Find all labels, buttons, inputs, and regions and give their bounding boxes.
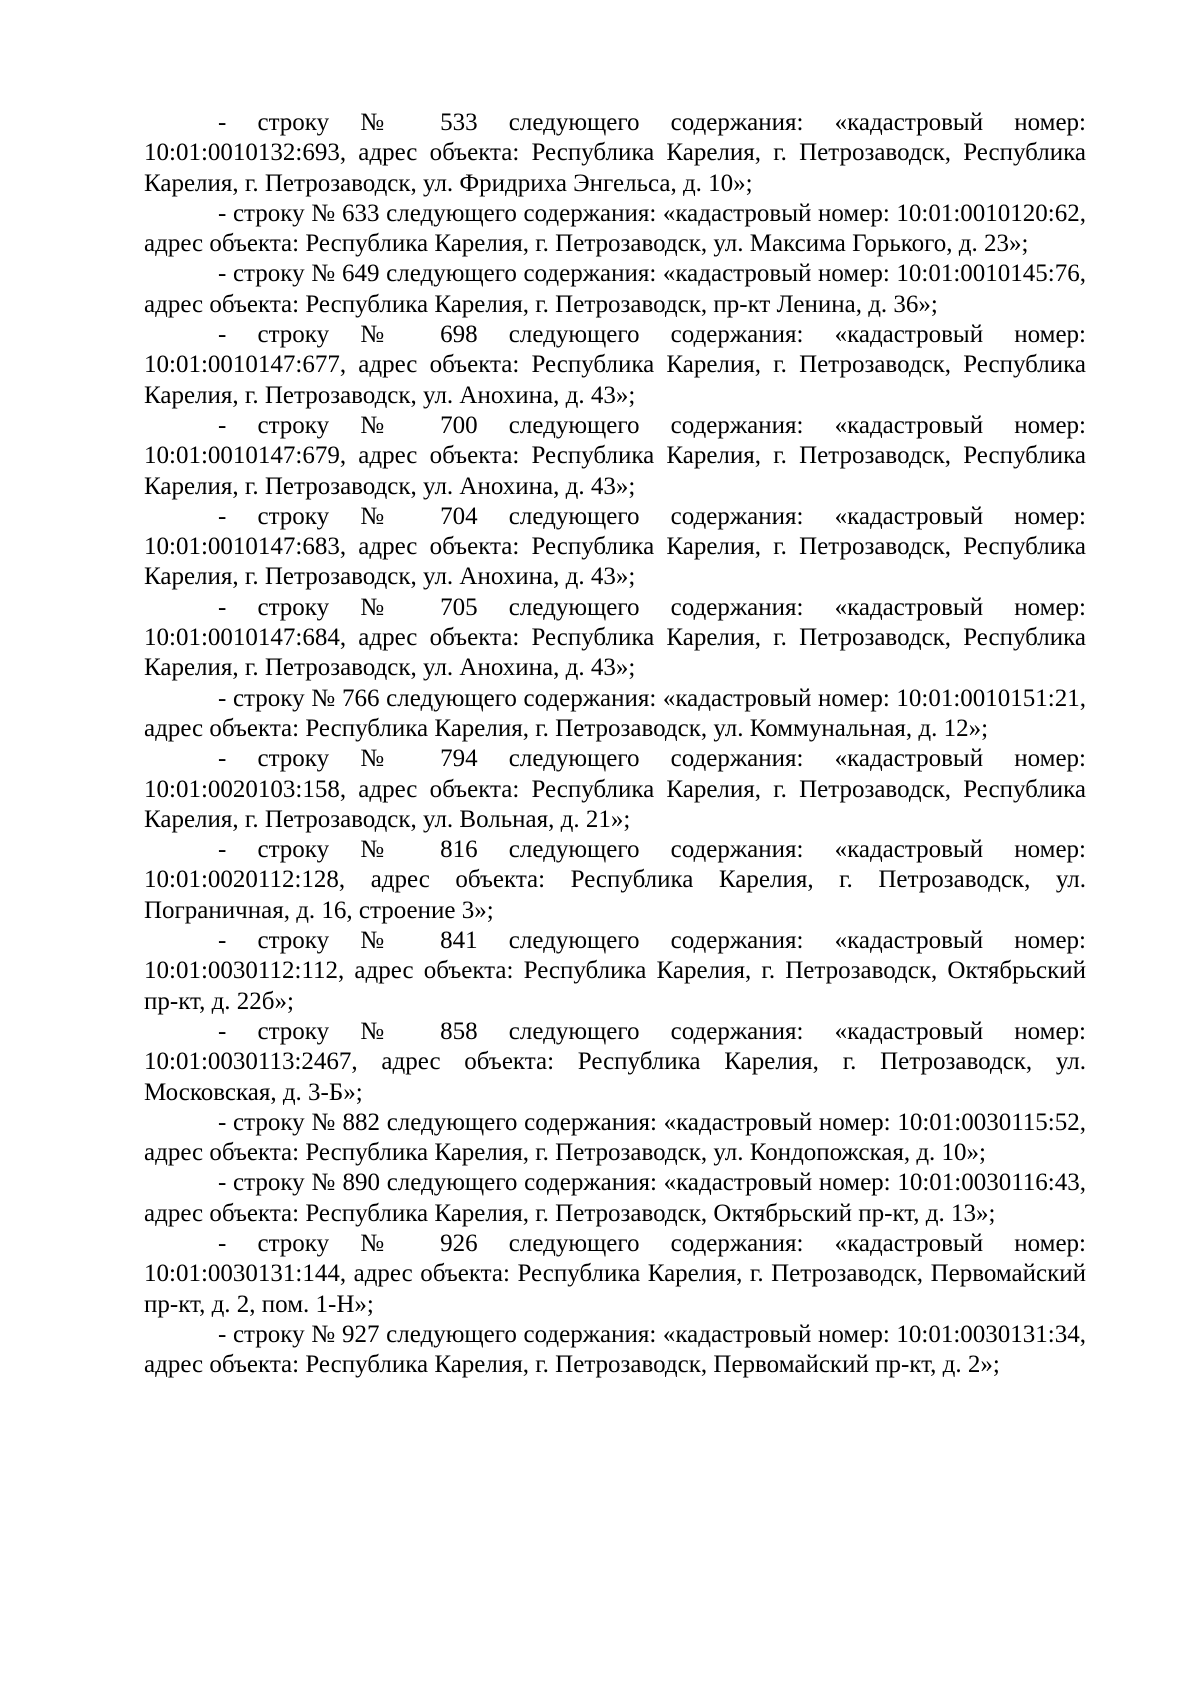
list-item-row-794: - строку № 794 следующего содержания: «кадастровый номер: 10:01:0020103:158, адрес объекта: Республика Карелия, г. Петрозаводск, Республика Карелия, г. Петрозаводск, ул. Вольная, д. 21»; [144,745,1086,833]
list-item-row-700: - строку № 700 следующего содержания: «кадастровый номер: 10:01:0010147:679, адрес объекта: Республика Карелия, г. Петрозаводск, Республика Карелия, г. Петрозаводск, ул. Анохина, д. 43»; [144,411,1086,500]
list-item-row-649: - строку № 649 следующего содержания: «кадастровый номер: 10:01:0010145:76, адрес объекта: Республика Карелия, г. Петрозаводск, пр-кт Ленина, д. 36»; [144,260,1086,318]
list-item-row-705: - строку № 705 следующего содержания: «кадастровый номер: 10:01:0010147:684, адрес объекта: Республика Карелия, г. Петрозаводск, Республика Карелия, г. Петрозаводск, ул. Анохина, д. 43»; [144,593,1086,682]
list-item-row-816: - строку № 816 следующего содержания: «кадастровый номер: 10:01:0020112:128, адрес объекта: Республика Карелия, г. Петрозаводск, ул. Пограничная, д. 16, строение 3»; [144,836,1086,924]
list-item-row-766: - строку № 766 следующего содержания: «кадастровый номер: 10:01:0010151:21, адрес объекта: Республика Карелия, г. Петрозаводск, ул. Коммунальная, д. 12»; [144,684,1086,742]
list-item-row-533: - строку № 533 следующего содержания: «кадастровый номер: 10:01:0010132:693, адрес объекта: Республика Карелия, г. Петрозаводск, Республика Карелия, г. Петрозаводск, ул. Фридриха Энгельса, д. 10»; [144,109,1086,197]
list-item-row-698: - строку № 698 следующего содержания: «кадастровый номер: 10:01:0010147:677, адрес объекта: Республика Карелия, г. Петрозаводск, Республика Карелия, г. Петрозаводск, ул. Анохина, д. 43»; [144,321,1086,409]
list-item-row-633: - строку № 633 следующего содержания: «кадастровый номер: 10:01:0010120:62, адрес объекта: Республика Карелия, г. Петрозаводск, ул. Максима Горького, д. 23»; [144,199,1086,258]
list-item-row-704: - строку № 704 следующего содержания: «кадастровый номер: 10:01:0010147:683, адрес объекта: Республика Карелия, г. Петрозаводск, Республика Карелия, г. Петрозаводск, ул. Анохина, д. 43»; [144,502,1086,591]
document-page [144,108,1086,1380]
list-item-row-890: - строку № 890 следующего содержания: «кадастровый номер: 10:01:0030116:43, адрес объекта: Республика Карелия, г. Петрозаводск, Октябрьский пр-кт, д. 13»; [144,1169,1086,1227]
list-item-row-882: - строку № 882 следующего содержания: «кадастровый номер: 10:01:0030115:52, адрес объекта: Республика Карелия, г. Петрозаводск, ул. Кондопожская, д. 10»; [144,1108,1086,1167]
list-item-row-926: - строку № 926 следующего содержания: «кадастровый номер: 10:01:0030131:144, адрес объекта: Республика Карелия, г. Петрозаводск, Первомайский пр-кт, д. 2, пом. 1-Н»; [144,1229,1086,1318]
list-item-row-858: - строку № 858 следующего содержания: «кадастровый номер: 10:01:0030113:2467, адрес объекта: Республика Карелия, г. Петрозаводск, ул. Московская, д. 3-Б»; [144,1017,1086,1106]
list-item-row-841: - строку № 841 следующего содержания: «кадастровый номер: 10:01:0030112:112, адрес объекта: Республика Карелия, г. Петрозаводск, Октябрьский пр-кт, д. 22б»; [144,927,1086,1015]
list-item-row-927: - строку № 927 следующего содержания: «кадастровый номер: 10:01:0030131:34, адрес объекта: Республика Карелия, г. Петрозаводск, Первомайский пр-кт, д. 2»; [144,1320,1086,1379]
